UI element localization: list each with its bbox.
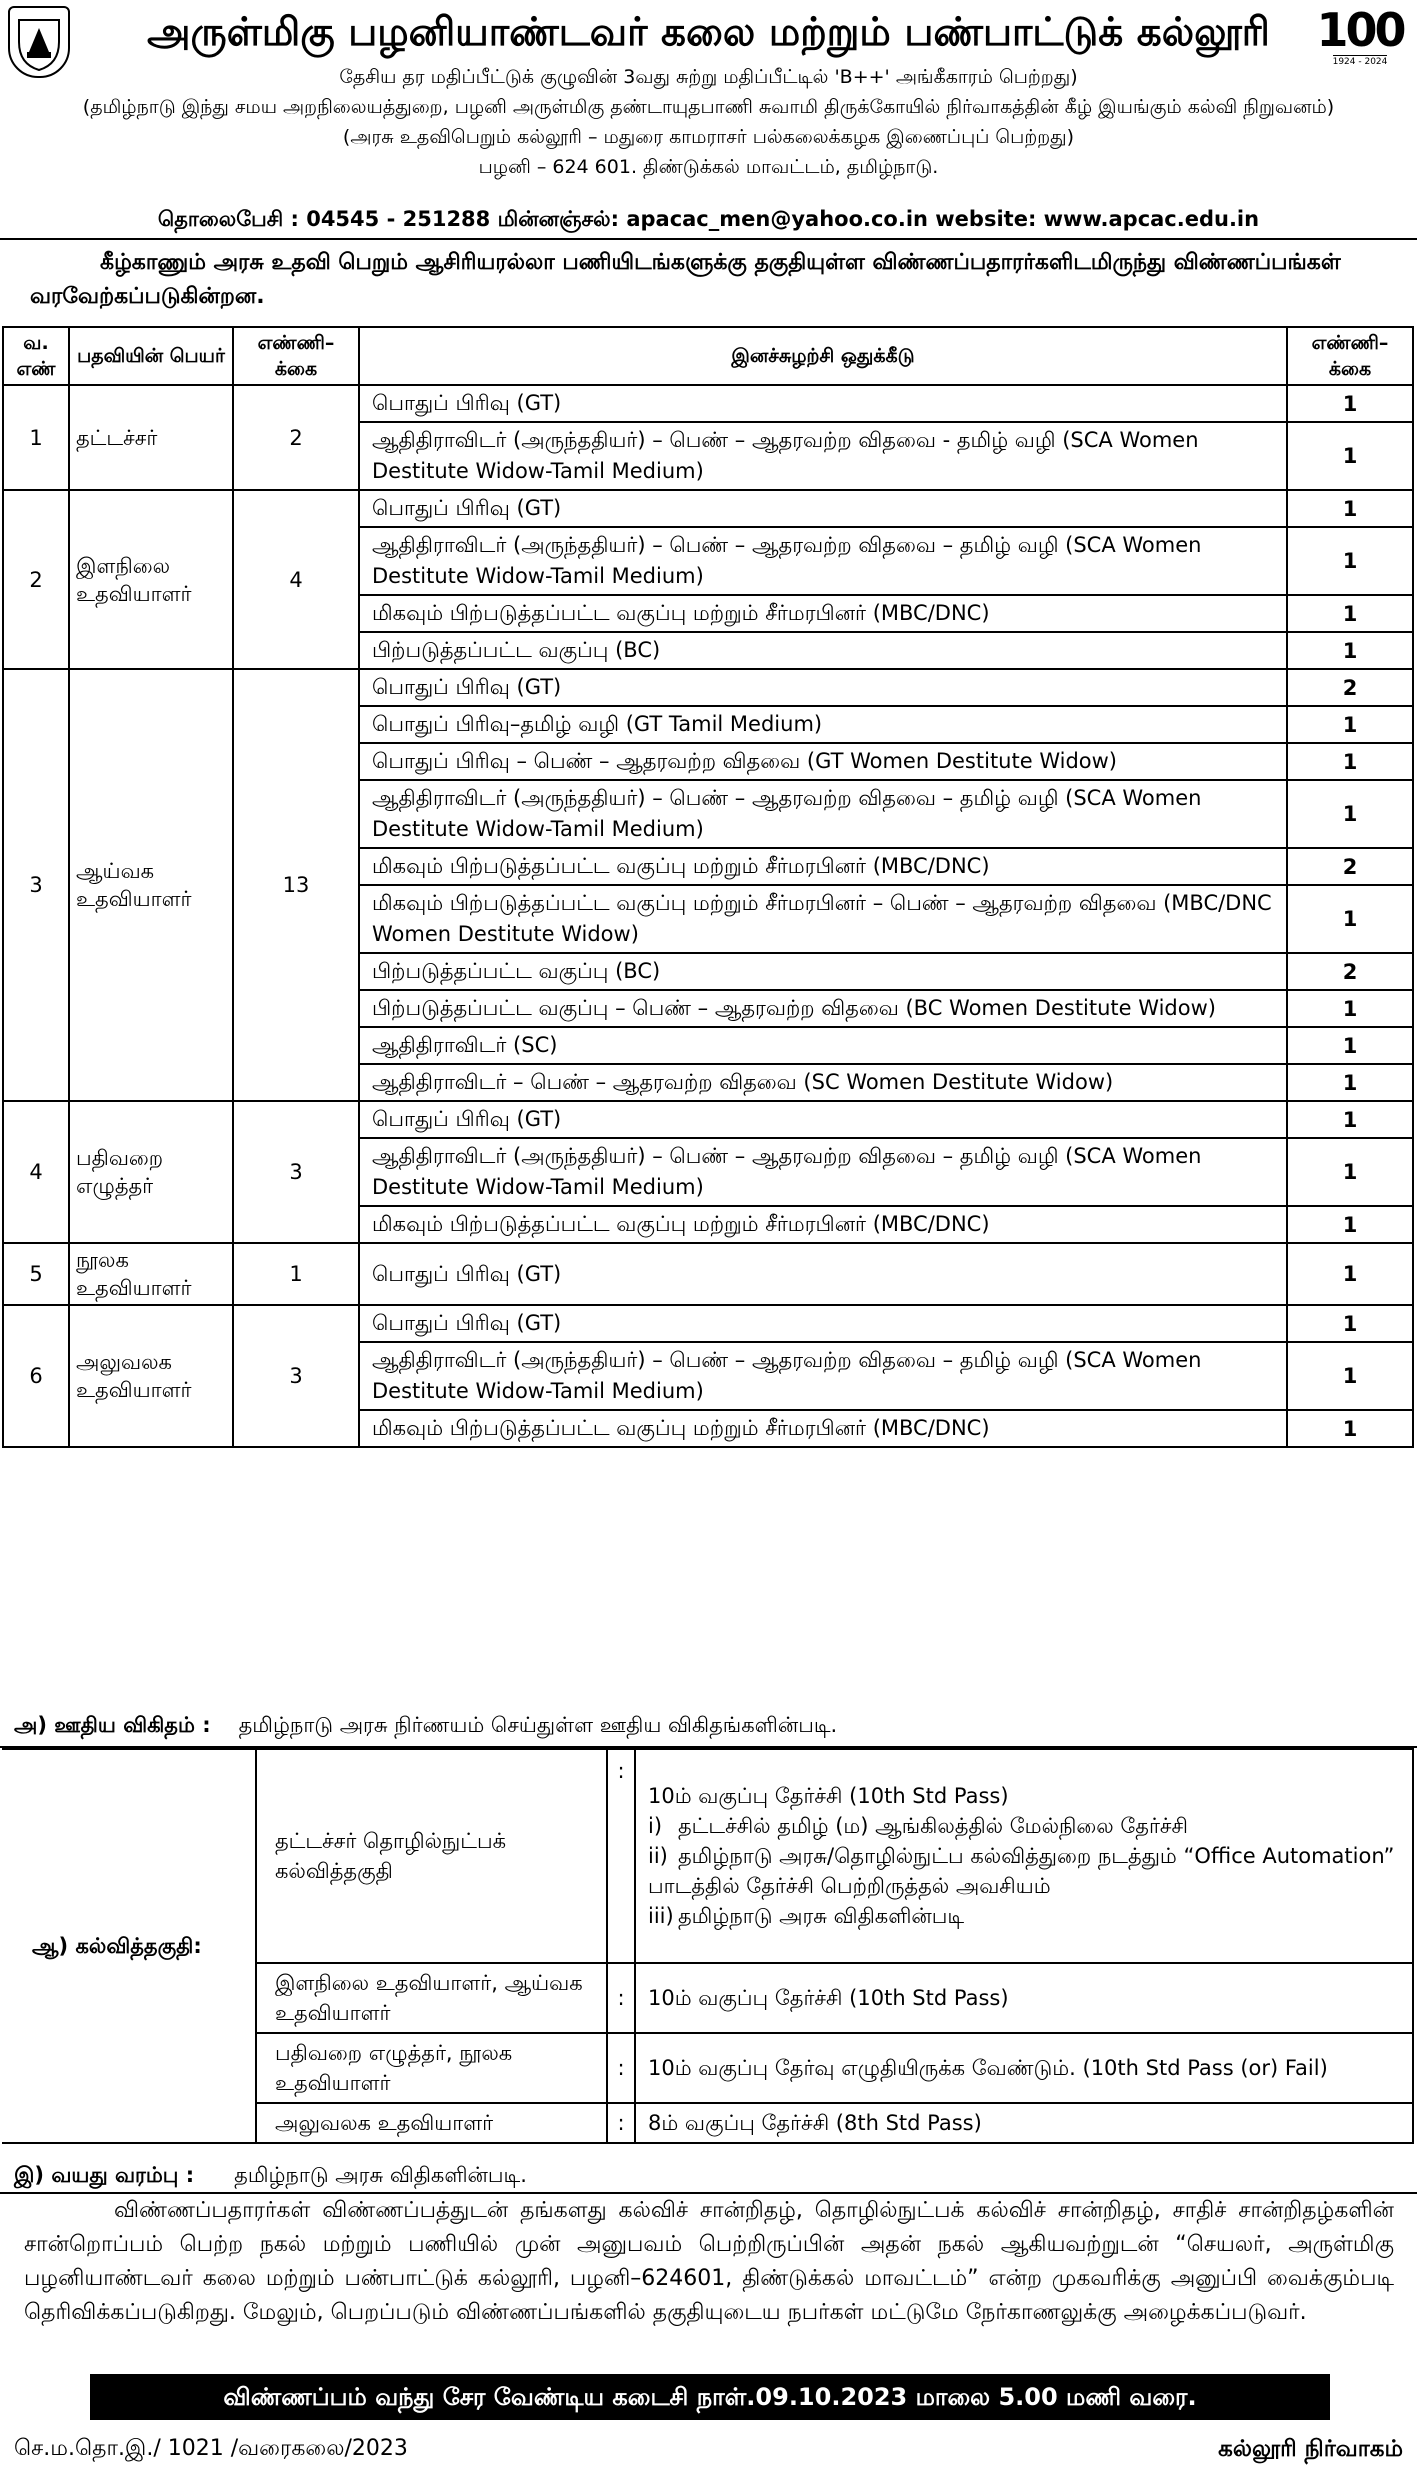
reservation-count: 1 <box>1287 490 1413 527</box>
header-reservation-count: எண்ணி– க்கை <box>1287 327 1413 385</box>
post-count: 1 <box>233 1243 359 1305</box>
post-name: பதிவறை எழுத்தர் <box>69 1101 233 1243</box>
list-index: i) <box>648 1814 663 1838</box>
header-serial: வ. எண் <box>3 327 69 385</box>
qualification-colon: : <box>607 2103 635 2143</box>
age-section <box>14 2160 527 2190</box>
serial-number: 1 <box>3 385 69 490</box>
reservation-category: பொதுப் பிரிவு (GT) <box>359 490 1287 527</box>
qualification-colon: : <box>607 1749 635 1963</box>
reservation-count: 1 <box>1287 385 1413 422</box>
post-name: அலுவலக உதவியாளர் <box>69 1305 233 1447</box>
post-name: நூலக உதவியாளர் <box>69 1243 233 1305</box>
qualification-table <box>2 1748 1414 2144</box>
reservation-category: பொதுப் பிரிவு (GT) <box>359 1101 1287 1138</box>
list-text: தமிழ்நாடு அரசு விதிகளின்படி <box>678 1904 965 1928</box>
centenary-years: 1924 - 2024 <box>1332 57 1388 67</box>
reservation-count: 1 <box>1287 885 1413 953</box>
reservation-count: 2 <box>1287 848 1413 885</box>
reservation-category: ஆதிதிராவிடர் (அருந்ததியர்) – பெண் – ஆதரவற்ற விதவை – தமிழ் வழி (SCA Women Destitute Widow-Tamil Medium) <box>359 1138 1287 1206</box>
reservation-count: 1 <box>1287 1243 1413 1305</box>
list-index: iii) <box>648 1904 674 1928</box>
header-post-name: பதவியின் பெயர் <box>69 327 233 385</box>
post-count: 2 <box>233 385 359 490</box>
qualification-colon: : <box>607 2033 635 2103</box>
qualification-value: 10ம் வகுப்பு தேர்ச்சி (10th Std Pass) <box>635 1963 1413 2033</box>
reservation-category: ஆதிதிராவிடர் – பெண் – ஆதரவற்ற விதவை (SC Women Destitute Widow) <box>359 1064 1287 1101</box>
reservation-count: 1 <box>1287 1342 1413 1410</box>
qualification-value: 8ம் வகுப்பு தேர்ச்சி (8th Std Pass) <box>635 2103 1413 2143</box>
reservation-category: ஆதிதிராவிடர் (அருந்ததியர்) – பெண் – ஆதரவற்ற விதவை – தமிழ் வழி (SCA Women Destitute Widow-Tamil Medium) <box>359 527 1287 595</box>
reservation-category: ஆதிதிராவிடர் (அருந்ததியர்) – பெண் – ஆதரவற்ற விதவை – தமிழ் வழி (SCA Women Destitute Widow-Tamil Medium) <box>359 780 1287 848</box>
contact-line: தொலைபேசி : 04545 - 251288 மின்னஞ்சல்: apacac_men@yahoo.co.in website: www.apcac.edu.in <box>157 207 1260 231</box>
reservation-count: 1 <box>1287 743 1413 780</box>
post-name: ஆய்வக உதவியாளர் <box>69 669 233 1101</box>
list-text: தமிழ்நாடு அரசு/தொழில்நுட்ப கல்வித்துறை நடத்தும் “Office Automation” பாடத்தில் தேர்ச்சி பெற்றிருத்தல் அவசியம் <box>648 1844 1395 1898</box>
reservation-category: பொதுப் பிரிவு – பெண் – ஆதரவற்ற விதவை (GT Women Destitute Widow) <box>359 743 1287 780</box>
reservation-category: ஆதிதிராவிடர் (அருந்ததியர்) – பெண் – ஆதரவற்ற விதவை - தமிழ் வழி (SCA Women Destitute Widow-Tamil Medium) <box>359 422 1287 490</box>
qualification-post: தட்டச்சர் தொழில்நுட்பக் கல்வித்தகுதி <box>256 1749 607 1963</box>
vacancy-table <box>2 326 1414 1448</box>
table-row <box>3 669 1413 706</box>
serial-number: 4 <box>3 1101 69 1243</box>
list-item <box>648 1841 1411 1901</box>
reservation-count: 1 <box>1287 1138 1413 1206</box>
reservation-count: 1 <box>1287 527 1413 595</box>
table-row <box>3 385 1413 422</box>
reservation-category: மிகவும் பிற்படுத்தப்பட்ட வகுப்பு மற்றும் சீர்மரபினர் (MBC/DNC) <box>359 1410 1287 1447</box>
reservation-category: பொதுப் பிரிவு (GT) <box>359 1305 1287 1342</box>
reservation-count: 1 <box>1287 1027 1413 1064</box>
reservation-count: 1 <box>1287 1305 1413 1342</box>
reservation-count: 1 <box>1287 1064 1413 1101</box>
serial-number: 3 <box>3 669 69 1101</box>
reference-number: செ.ம.தொ.இ./ 1021 /வரைகலை/2023 <box>14 2436 408 2461</box>
vacancy-table-body <box>3 385 1413 1447</box>
qualification-post: அலுவலக உதவியாளர் <box>256 2103 607 2143</box>
address-line: பழனி – 624 601. திண்டுக்கல் மாவட்டம், தமிழ்நாடு. <box>478 156 939 178</box>
table-row <box>3 1243 1413 1305</box>
table-row <box>3 1305 1413 1342</box>
reservation-category: பொதுப் பிரிவு (GT) <box>359 385 1287 422</box>
list-text: தட்டச்சில் தமிழ் (ம) ஆங்கிலத்தில் மேல்நிலை தேர்ச்சி <box>678 1814 1188 1838</box>
qualification-post: இளநிலை உதவியாளர், ஆய்வக உதவியாளர் <box>256 1963 607 2033</box>
reservation-category: பொதுப் பிரிவு (GT) <box>359 1243 1287 1305</box>
serial-number: 5 <box>3 1243 69 1305</box>
reservation-category: மிகவும் பிற்படுத்தப்பட்ட வகுப்பு மற்றும் சீர்மரபினர் (MBC/DNC) <box>359 1206 1287 1243</box>
management-signature: கல்லூரி நிர்வாகம் <box>1218 2436 1403 2462</box>
qualification-first-line: 10ம் வகுப்பு தேர்ச்சி (10th Std Pass) <box>648 1784 1009 1808</box>
salary-section <box>14 1710 837 1740</box>
reservation-count: 1 <box>1287 1206 1413 1243</box>
qualification-value <box>635 1749 1413 1963</box>
reservation-count: 1 <box>1287 706 1413 743</box>
age-label: இ) வயது வரம்பு : <box>14 2163 195 2187</box>
post-count: 3 <box>233 1101 359 1243</box>
reservation-category: பிற்படுத்தப்பட்ட வகுப்பு – பெண் – ஆதரவற்ற விதவை (BC Women Destitute Widow) <box>359 990 1287 1027</box>
centenary-number: 100 <box>1316 3 1404 57</box>
reservation-category: மிகவும் பிற்படுத்தப்பட்ட வகுப்பு மற்றும் சீர்மரபினர் (MBC/DNC) <box>359 848 1287 885</box>
reservation-category: ஆதிதிராவிடர் (SC) <box>359 1027 1287 1064</box>
list-item <box>648 1811 1411 1841</box>
reservation-count: 2 <box>1287 669 1413 706</box>
table-row <box>3 490 1413 527</box>
table-header-row <box>3 327 1413 385</box>
post-name: தட்டச்சர் <box>69 385 233 490</box>
reservation-category: மிகவும் பிற்படுத்தப்பட்ட வகுப்பு மற்றும் சீர்மரபினர் (MBC/DNC) <box>359 595 1287 632</box>
reservation-category: பிற்படுத்தப்பட்ட வகுப்பு (BC) <box>359 632 1287 669</box>
qualification-list <box>648 1811 1411 1931</box>
header-reservation: இனச்சுழற்சி ஒதுக்கீடு <box>359 327 1287 385</box>
administration-line: (தமிழ்நாடு இந்து சமய அறநிலையத்துறை, பழனி அருள்மிகு தண்டாயுதபாணி சுவாமி திருக்கோயில் நிர்வாகத்தின் கீழ் இயங்கும் கல்வி நிறுவனம்) <box>82 96 1335 118</box>
deadline-banner: விண்ணப்பம் வந்து சேர வேண்டிய கடைசி நாள்.09.10.2023 மாலை 5.00 மணி வரை. <box>90 2374 1330 2420</box>
reservation-count: 1 <box>1287 595 1413 632</box>
post-count: 13 <box>233 669 359 1101</box>
header <box>0 0 1417 238</box>
reservation-category: பொதுப் பிரிவு–தமிழ் வழி (GT Tamil Medium) <box>359 706 1287 743</box>
salary-text: தமிழ்நாடு அரசு நிர்ணயம் செய்துள்ள ஊதிய விகிதங்களின்படி. <box>238 1713 838 1737</box>
reservation-count: 1 <box>1287 422 1413 490</box>
reservation-count: 1 <box>1287 1410 1413 1447</box>
reservation-count: 1 <box>1287 990 1413 1027</box>
reservation-count: 1 <box>1287 1101 1413 1138</box>
college-name: அருள்மிகு பழனியாண்டவர் கலை மற்றும் பண்பாட்டுக் கல்லூரி <box>147 10 1270 55</box>
reservation-count: 1 <box>1287 632 1413 669</box>
qualification-colon: : <box>607 1963 635 2033</box>
list-index: ii) <box>648 1844 668 1868</box>
post-name: இளநிலை உதவியாளர் <box>69 490 233 669</box>
table-row <box>3 1101 1413 1138</box>
reservation-count: 1 <box>1287 780 1413 848</box>
qualification-row <box>2 1749 1413 1963</box>
header-divider <box>0 238 1417 240</box>
intro-text: கீழ்காணும் அரசு உதவி பெறும் ஆசிரியரல்லா பணியிடங்களுக்கு தகுதியுள்ள விண்ணப்பதாரர்களிடமிருந்து விண்ணப்பங்கள் வரவேற்கப்படுகின்றன. <box>30 250 1341 309</box>
reservation-category: பொதுப் பிரிவு (GT) <box>359 669 1287 706</box>
affiliation-line: (அரசு உதவிபெறும் கல்லூரி – மதுரை காமராசர் பல்கலைக்கழக இணைப்புப் பெற்றது) <box>342 126 1075 148</box>
reservation-category: மிகவும் பிற்படுத்தப்பட்ட வகுப்பு மற்றும் சீர்மரபினர் – பெண் – ஆதரவற்ற விதவை (MBC/DNC Women Destitute Widow) <box>359 885 1287 953</box>
serial-number: 6 <box>3 1305 69 1447</box>
accreditation-line: தேசிய தர மதிப்பீட்டுக் குழுவின் 3வது சுற்று மதிப்பீட்டில் 'B++' அங்கீகாரம் பெற்றது) <box>339 66 1078 88</box>
qualification-post: பதிவறை எழுத்தர், நூலக உதவியாளர் <box>256 2033 607 2103</box>
reservation-category: ஆதிதிராவிடர் (அருந்ததியர்) – பெண் – ஆதரவற்ற விதவை – தமிழ் வழி (SCA Women Destitute Widow-Tamil Medium) <box>359 1342 1287 1410</box>
post-count: 3 <box>233 1305 359 1447</box>
application-instructions: விண்ணப்பதாரர்கள் விண்ணப்பத்துடன் தங்களது கல்விச் சான்றிதழ், தொழில்நுட்பக் கல்விச் சான்றிதழ், சாதிச் சான்றிதழ்களின் சான்றொப்பம் பெற்ற நகல் மற்றும் பணியில் முன் அனுபவம் பெற்றிருப்பின் அதன் நகல் ஆகியவற்றுடன் “செயலர், அருள்மிகு பழனியாண்டவர் கலை மற்றும் பண்பாட்டுக் கல்லூரி, பழனி–624601, திண்டுக்கல் மாவட்டம்” என்ற முகவரிக்கு அனுப்பி வைக்கும்படி தெரிவிக்கப்படுகிறது. மேலும், பெறப்படும் விண்ணப்பங்களில் தகுதியுடைய நபர்கள் மட்டுமே நேர்காணலுக்கு அழைக்கப்படுவர். <box>24 2198 1394 2325</box>
serial-number: 2 <box>3 490 69 669</box>
reservation-category: பிற்படுத்தப்பட்ட வகுப்பு (BC) <box>359 953 1287 990</box>
age-text: தமிழ்நாடு அரசு விதிகளின்படி. <box>234 2163 527 2187</box>
qualification-label: ஆ) கல்வித்தகுதி: <box>2 1749 256 2143</box>
header-post-count: எண்ணி– க்கை <box>233 327 359 385</box>
reservation-count: 2 <box>1287 953 1413 990</box>
post-count: 4 <box>233 490 359 669</box>
salary-label: அ) ஊதிய விகிதம் : <box>14 1713 211 1737</box>
list-item <box>648 1901 1411 1931</box>
qualification-value: 10ம் வகுப்பு தேர்வு எழுதியிருக்க வேண்டும். (10th Std Pass (or) Fail) <box>635 2033 1413 2103</box>
